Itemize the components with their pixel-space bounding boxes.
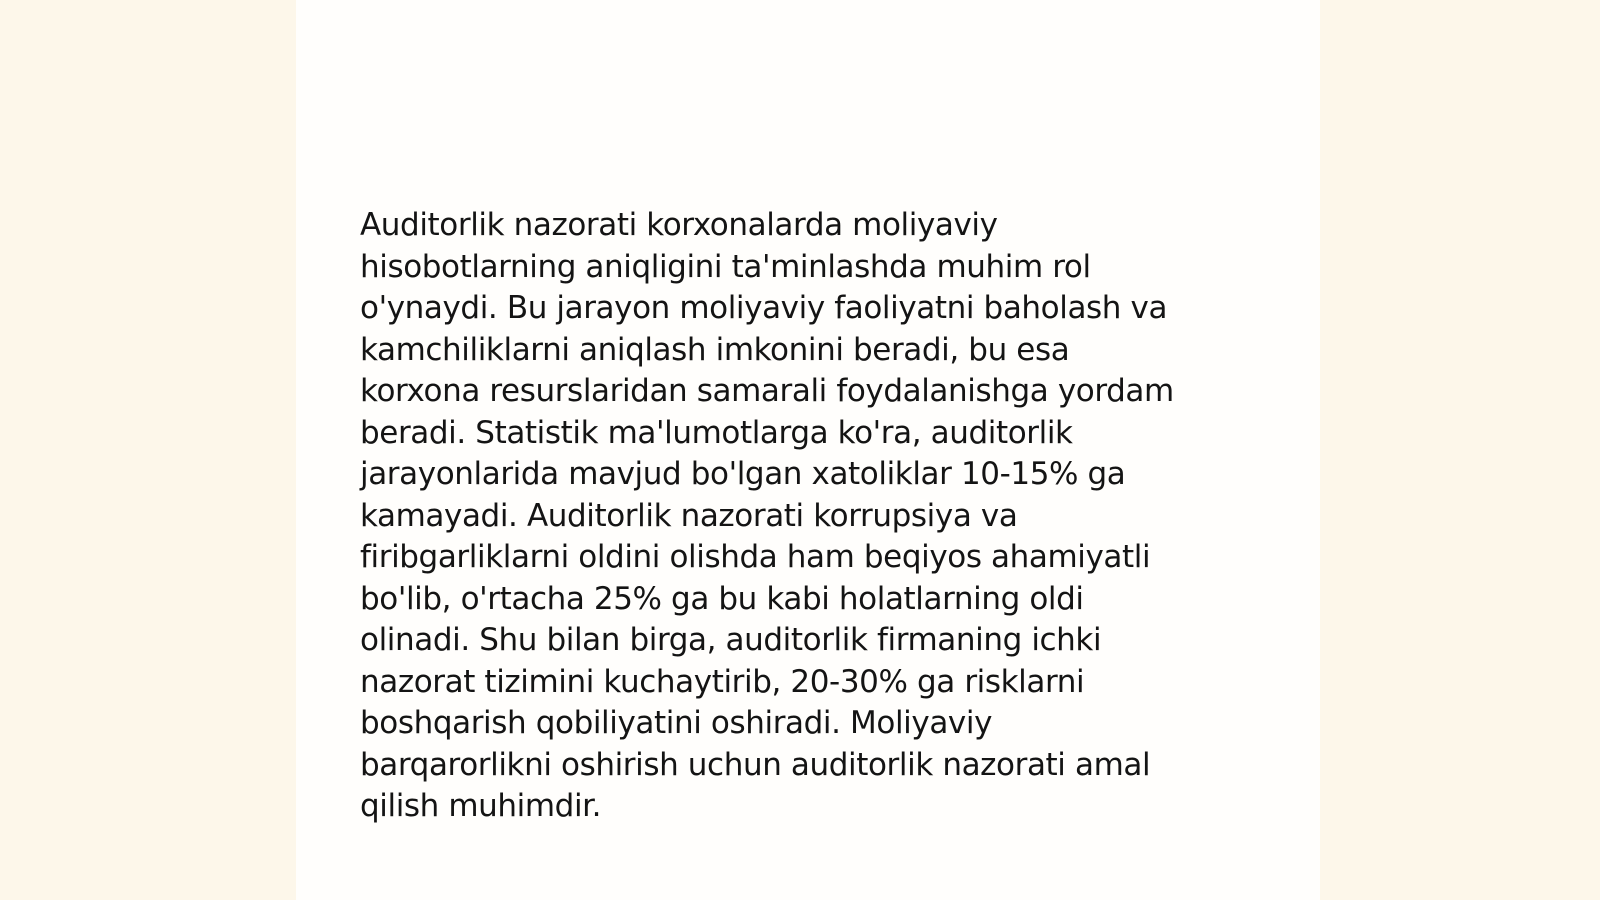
document-page: [296, 0, 1320, 900]
paragraph-line: korxona resurslaridan samarali foydalanishga yordam: [360, 373, 1174, 409]
paragraph-line: bo'lib, o'rtacha 25% ga bu kabi holatlarning oldi: [360, 580, 1084, 617]
paragraph-line: o'ynaydi. Bu jarayon moliyaviy faoliyatni baholash va: [360, 290, 1168, 326]
paragraph-line: jarayonlarida mavjud bo'lgan xatoliklar 10-15% ga: [360, 456, 1126, 492]
paragraph-line: kamchiliklarni aniqlash imkonini beradi, bu esa: [360, 331, 1070, 368]
paragraph-line: kamayadi. Auditorlik nazorati korrupsiya va: [360, 497, 1018, 534]
paragraph-line: Auditorlik nazorati korxonalarda moliyaviy: [360, 207, 998, 243]
paragraph-line: hisobotlarning aniqligini ta'minlashda muhim rol: [360, 248, 1091, 285]
paragraph-line: beradi. Statistik ma'lumotlarga ko'ra, auditorlik: [360, 414, 1073, 451]
paragraph-line: olinadi. Shu bilan birga, auditorlik firmaning ichki: [360, 622, 1102, 658]
body-paragraph: [360, 205, 1260, 828]
paragraph-line: qilish muhimdir.: [360, 788, 602, 824]
paragraph-line: boshqarish qobiliyatini oshiradi. Moliyaviy: [360, 705, 993, 741]
paragraph-line: firibgarliklarni oldini olishda ham beqiyos ahamiyatli: [360, 539, 1151, 575]
paragraph-line: nazorat tizimini kuchaytirib, 20-30% ga risklarni: [360, 663, 1085, 700]
paragraph-line: barqarorlikni oshirish uchun auditorlik nazorati amal: [360, 746, 1151, 783]
